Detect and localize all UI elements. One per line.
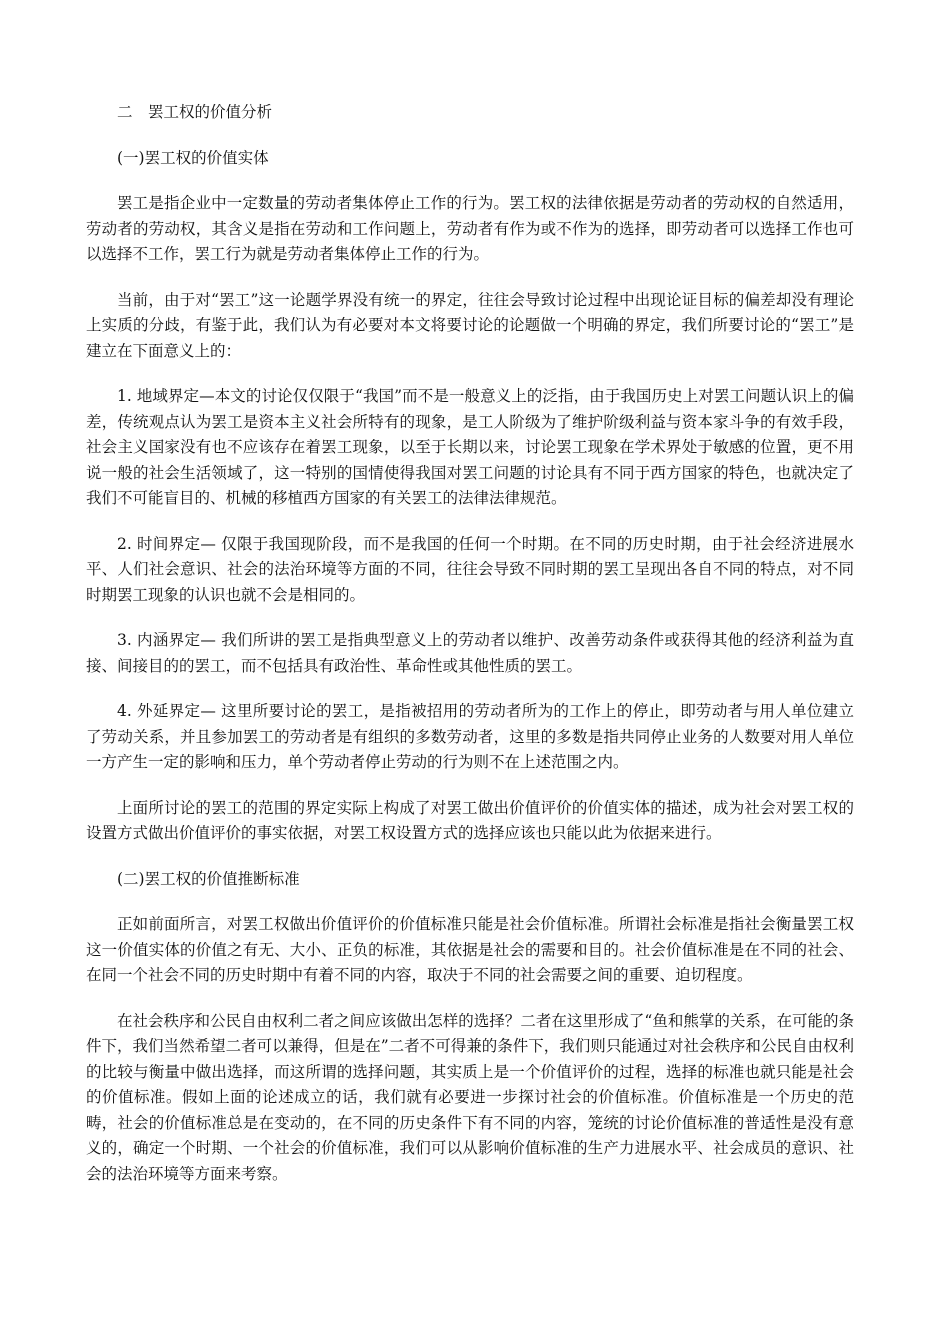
paragraph-6: 4. 外延界定— 这里所要讨论的罢工，是指被招用的劳动者所为的工作上的停止，即劳动者与用人单位建立了劳动关系，并且参加罢工的劳动者是有组织的多数劳动者，这里的多数是指共同停止业务的人数要对用人单位一方产生一定的影响和压力，单个劳动者停止劳动的行为则不在上述范围之内。 <box>86 702 854 771</box>
section-title: 二 罢工权的价值分析 <box>117 103 273 121</box>
paragraph-9: 在社会秩序和公民自由权利二者之间应该做出怎样的选择？二者在这里形成了“鱼和熊掌的关系，在可能的条件下，我们当然希望二者可以兼得，但是在”二者不可得兼的条件下，我们则只能通过对社会秩序和公民自由权利的比较与衡量中做出选择，而这所谓的选择问题，其实质上是一个价值评价的过程，选择的标准也就只能是社会的价值标准。假如上面的论述成立的话，我们就有必要进一步探讨社会的价值标准。价值标准是一个历史的范畴，社会的价值标准总是在变动的，在不同的历史条件下有不同的内容，笼统的讨论价值标准的普适性是没有意义的，确定一个时期、一个社会的价值标准，我们可以从影响价值标准的生产力进展水平、社会成员的意识、社会的法治环境等方面来考察。 <box>86 1011 854 1183</box>
paragraph-2: 当前，由于对“罢工”这一论题学界没有统一的界定，往往会导致讨论过程中出现论证目标的偏差却没有理论上实质的分歧，有鉴于此，我们认为有必要对本文将要讨论的论题做一个明确的界定，我们所要讨论的“罢工”是建立在下面意义上的： <box>86 290 854 360</box>
paragraph-4: 2. 时间界定— 仅限于我国现阶段，而不是我国的任何一个时期。在不同的历史时期，由于社会经济进展水平、人们社会意识、社会的法治环境等方面的不同，往往会导致不同时期的罢工呈现出各自不同的特点，对不同时期罢工现象的认识也就不会是相同的。 <box>86 534 854 604</box>
paragraph-8: 正如前面所言，对罢工权做出价值评价的价值标准只能是社会价值标准。所谓社会标准是指社会衡量罢工权这一价值实体的价值之有无、大小、正负的标准，其依据是社会的需要和目的。社会价值标准是在不同的社会、在同一个社会不同的历史时期中有着不同的内容，取决于不同的社会需要之间的重要、迫切程度。 <box>86 915 854 984</box>
paragraph-1: 罢工是指企业中一定数量的劳动者集体停止工作的行为。罢工权的法律依据是劳动者的劳动权的自然适用，劳动者的劳动权，其含义是指在劳动和工作问题上，劳动者有作为或不作为的选择，即劳动者可以选择工作也可以选择不工作，罢工行为就是劳动者集体停止工作的行为。 <box>86 194 854 263</box>
subsection-title-1: (一)罢工权的价值实体 <box>117 148 269 167</box>
paragraph-3: 1. 地域界定—本文的讨论仅仅限于“我国”而不是一般意义上的泛指，由于我国历史上对罢工问题认识上的偏差，传统观点认为罢工是资本主义社会所特有的现象，是工人阶级为了维护阶级利益与资本家斗争的有效手段，社会主义国家没有也不应该存在着罢工现象，以至于长期以来，讨论罢工现象在学术界处于敏感的位置，更不用说一般的社会生活领域了，这一特别的国情使得我国对罢工问题的讨论具有不同于西方国家的特色，也就决定了我们不可能盲目的、机械的移植西方国家的有关罢工的法律法律规范。 <box>86 387 854 507</box>
paragraph-7: 上面所讨论的罢工的范围的界定实际上构成了对罢工做出价值评价的价值实体的描述，成为社会对罢工权的设置方式做出价值评价的事实依据，对罢工权设置方式的选择应该也只能以此为依据来进行。 <box>86 798 854 842</box>
paragraph-5: 3. 内涵界定— 我们所讲的罢工是指典型意义上的劳动者以维护、改善劳动条件或获得其他的经济利益为直接、间接目的的罢工，而不包括具有政治性、革命性或其他性质的罢工。 <box>86 631 854 675</box>
subsection-title-2: (二)罢工权的价值推断标准 <box>117 869 300 888</box>
